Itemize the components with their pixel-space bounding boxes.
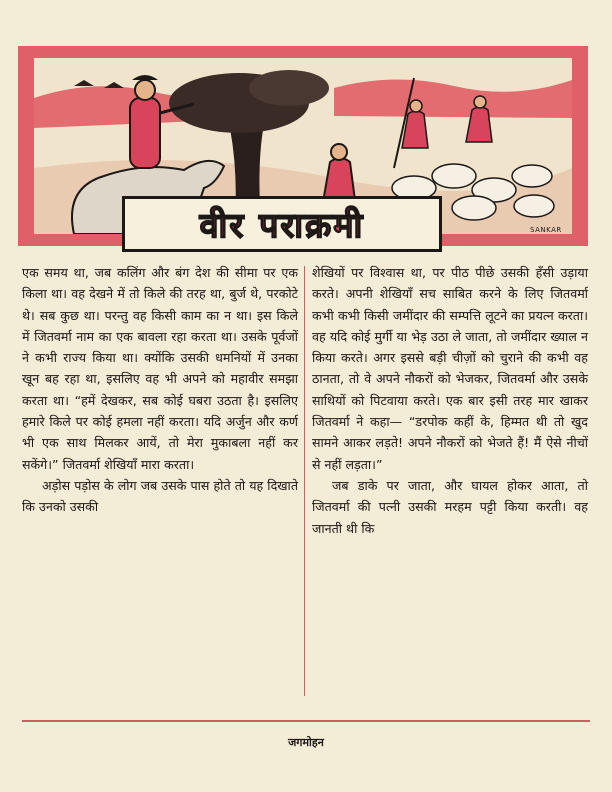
goat (432, 164, 476, 188)
rider-head (135, 80, 155, 100)
story-title: वीर पराक्रमी (199, 206, 365, 246)
page-footer: जगमोहन (288, 736, 324, 749)
goat (452, 196, 496, 220)
footer-divider (22, 720, 590, 722)
rider-body (130, 98, 160, 168)
attendant-head (331, 144, 347, 160)
hunter-left-head (410, 100, 422, 112)
paragraph: अड़ोस पड़ोस के लोग जब उसके पास होते तो यह दिखाते कि उनको उसकी (22, 477, 298, 515)
paragraph: एक समय था, जब कलिंग और बंग देश की सीमा पर एक किला था। वह देखने में तो किले की तरह था, बुर्ज थे, परकोटे थे। सब कुछ था। परन्तु वह किसी काम का न था। इस किले में जितवर्मा नाम का एक बावला रहा करता था। उसके पूर्वजों ने कभी राज्य किया था। क्योंकि उसकी धमनियों में उनका खून बह रहा था, इसलिए वह भी अपने को महावीर समझा करता था। “हमें देखकर, सब कोई घबरा उठता है। इसलिए हमारे किले पर कोई हमला नहीं करता। यदि अर्जुन और कर्ण भी एक साथ मिलकर आयें, तो मेरा मुकाबला नहीं कर सकेंगे।” जितवर्मा शेखियाँ मारा करता। (22, 265, 298, 472)
paragraph: जब डाके पर जाता, और घायल होकर आता, तो जितवर्मा की पत्नी उसकी मरहम पट्टी किया करती। वह जानती थी कि (312, 477, 588, 536)
left-column (22, 262, 298, 702)
right-column (312, 262, 588, 702)
paragraph: शेखियों पर विश्वास था, पर पीठ पीछे उसकी हँसी उड़ाया करते। अपनी शेखियाँ सच साबित करने के लिए जितवर्मा कभी कभी किसी जमींदार की सम्पत्ति लूटने का प्रयत्न करता। वह यदि कोई मुर्गी या भेड़ उठा ले जाता, तो जमींदार ख्याल न किया करते। अगर इससे बड़ी चीज़ों को चुराने की कभी वह ठानता, तो वे अपने नौकरों को भेजकर, जितवर्मा और उसके साथियों को पिटवाया करते। एक बार इसी तरह मार खाकर जितवर्मा ने कहा— “डरपोक कहीं के, हिम्मत थी तो खुद सामने आकर लड़ते! अपने नौकरों को भेजते हैं! मैं ऐसे नीचों से नहीं लड़ता।” (312, 265, 588, 472)
column-divider (304, 266, 305, 696)
artist-signature: SANKAR (530, 226, 562, 234)
story-body (22, 262, 590, 702)
hunter-right-head (474, 96, 486, 108)
tree-canopy-right (249, 70, 329, 106)
goat (514, 195, 554, 217)
goat (512, 165, 552, 187)
story-title-plate (122, 196, 442, 252)
